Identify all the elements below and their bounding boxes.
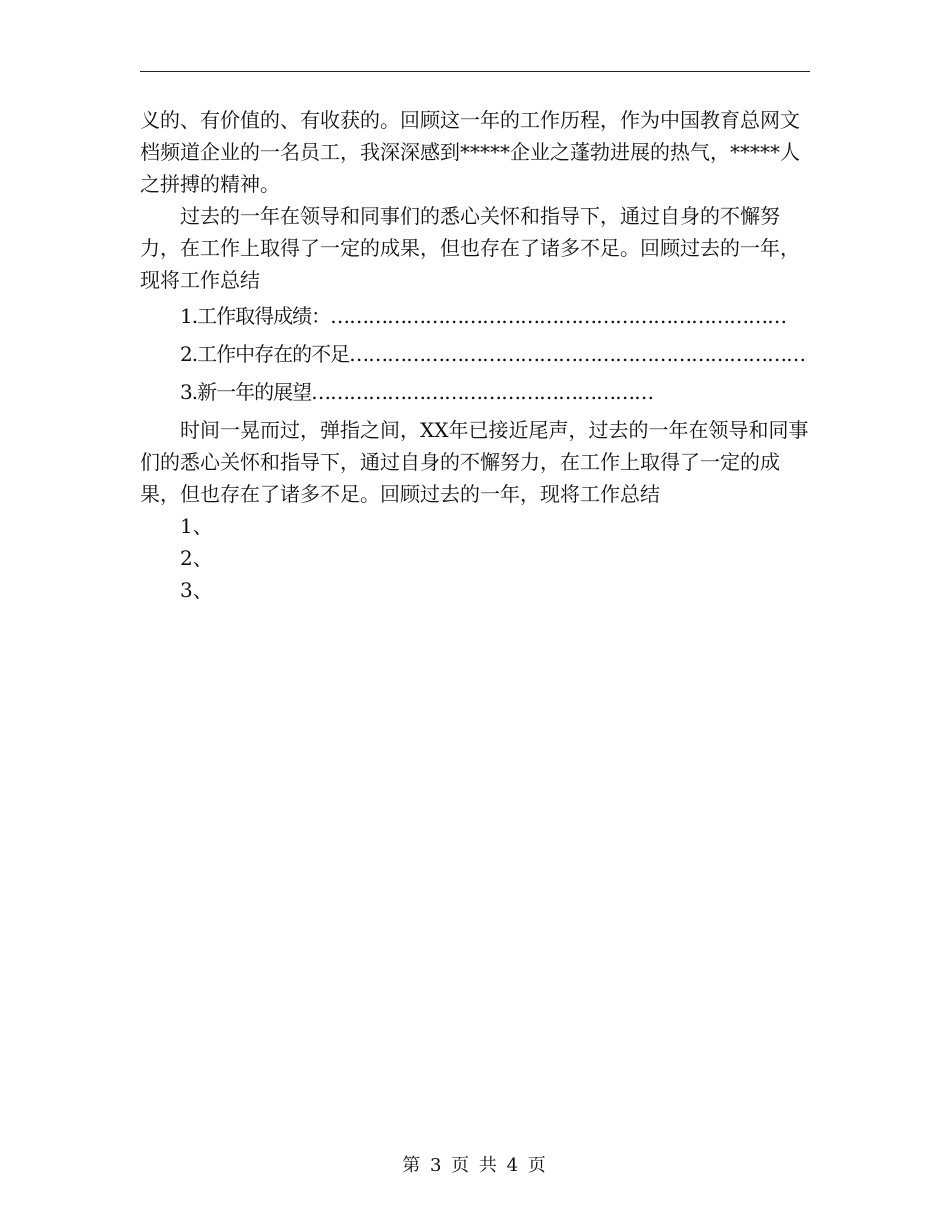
page-number-footer: 第 3 页 共 4 页 (402, 1155, 548, 1176)
numbered-item-3: 3、 (180, 578, 213, 602)
numbered-item-1: 1、 (180, 514, 213, 538)
numbered-item-2: 2、 (180, 546, 213, 570)
header-rule (140, 71, 810, 72)
paragraph-continuation: 义的、有价值的、有收获的。回顾这一年的工作历程，作为中国教育总网文档频道企业的一名员工，我深深感到*****企业之蓬勃进展的热气，*****人之拼搏的精神。 (140, 108, 800, 196)
outline-item-achievements: 1.工作取得成绩：……………………………………………………………… (180, 304, 787, 328)
paragraph-closing: 时间一晃而过，弹指之间，XX年已接近尾声，过去的一年在领导和同事们的悉心关怀和指导下，通过自身的不懈努力，在工作上取得了一定的成果，但也存在了诸多不足。回顾过去的一年，现将工作总结 (140, 418, 809, 506)
outline-item-outlook: 3.新一年的展望……………………………………………… (180, 380, 654, 404)
outline-item-shortcomings: 2.工作中存在的不足……………………………………………………………… (180, 342, 806, 366)
document-body (140, 104, 810, 606)
paragraph-intro: 过去的一年在领导和同事们的悉心关怀和指导下，通过自身的不懈努力，在工作上取得了一定的成果，但也存在了诸多不足。回顾过去的一年，现将工作总结 (140, 204, 800, 292)
